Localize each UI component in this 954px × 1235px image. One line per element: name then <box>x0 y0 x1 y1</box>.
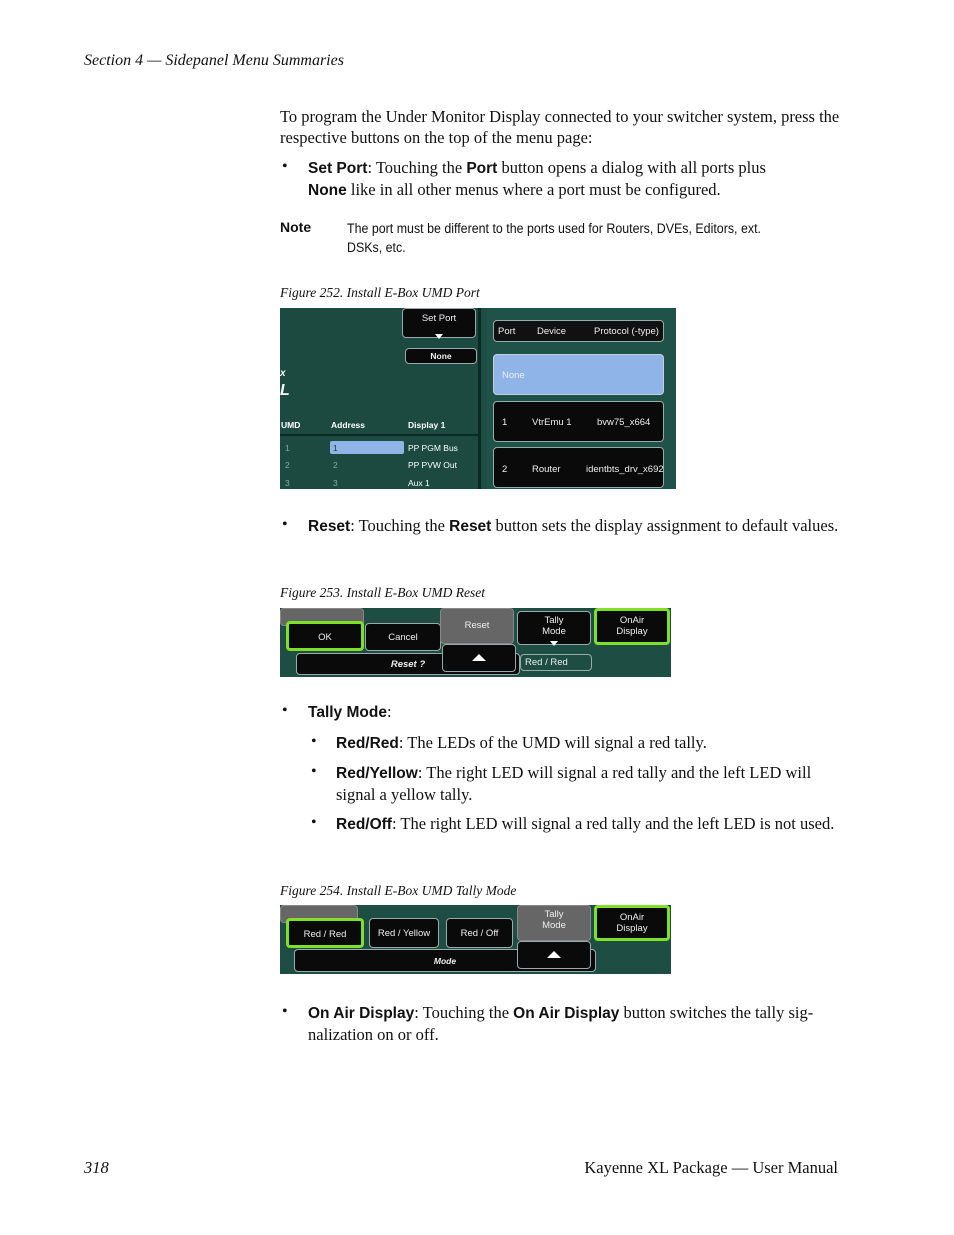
on-air-display-button[interactable]: OnAir Display <box>594 905 670 941</box>
note-label: Note <box>280 219 312 235</box>
row-address[interactable]: 1 <box>333 443 338 453</box>
tally-mode-value: Red / Red <box>520 654 592 671</box>
mode-bar: Mode <box>294 949 596 972</box>
none-button[interactable]: None <box>405 348 477 364</box>
on-air-term: On Air Display <box>308 1005 415 1022</box>
tally-item <box>336 763 841 805</box>
red-yellow-button[interactable]: Red / Yellow <box>369 918 439 948</box>
row-address[interactable]: 2 <box>333 460 338 470</box>
text: : The LEDs of the UMD will signal a red tally. <box>398 733 707 752</box>
row-umd: 3 <box>285 478 290 488</box>
row-display: Aux 1 <box>408 478 430 488</box>
bullet: • <box>311 814 317 831</box>
col-address: Address <box>331 420 366 430</box>
section-header: Section 4 — Sidepanel Menu Summaries <box>84 52 344 69</box>
tally-mode-button[interactable]: Tally Mode <box>517 611 591 645</box>
figure-253-screenshot <box>280 608 671 677</box>
up-arrow-icon <box>472 654 486 661</box>
text: : <box>386 702 392 721</box>
dialog-col-protocol: Protocol (-type) <box>594 326 659 337</box>
set-port-term: Set Port <box>308 160 368 177</box>
on-air-btn-term: On Air Display <box>513 1005 620 1022</box>
port-device: VtrEmu 1 <box>532 417 572 428</box>
dialog-col-port: Port <box>498 326 516 337</box>
port-term: Port <box>466 160 498 177</box>
col-umd: UMD <box>281 420 301 430</box>
tally-item-term: Red/Off <box>336 816 392 833</box>
intro-paragraph: To program the Under Monitor Display connected to your switcher system, press the respective buttons on the top of the menu page: <box>280 107 840 147</box>
text: : Touching the <box>414 1003 514 1022</box>
set-port-button[interactable]: Set Port <box>402 308 476 338</box>
x-letter: x <box>280 368 286 379</box>
figure-254-screenshot <box>280 905 671 974</box>
row-display: PP PGM Bus <box>408 443 458 453</box>
up-arrow-button[interactable] <box>442 644 516 672</box>
reset-term: Reset <box>308 518 351 535</box>
tally-mode-term: Tally Mode <box>308 704 387 721</box>
tally-item <box>336 733 841 755</box>
row-umd: 1 <box>285 443 290 453</box>
bullet: • <box>282 702 288 719</box>
col-display: Display 1 <box>408 420 446 430</box>
red-red-button[interactable]: Red / Red <box>286 918 364 948</box>
text: : The right LED will signal a red tally and the left LED is not used. <box>391 814 835 833</box>
figure-253-caption: Figure 253. Install E-Box UMD Reset <box>280 585 485 600</box>
figure-254-caption: Figure 254. Install E-Box UMD Tally Mode <box>280 883 517 898</box>
tally-item-term: Red/Yellow <box>336 765 418 782</box>
reset-button[interactable]: Reset <box>440 608 514 644</box>
row-umd: 2 <box>285 460 290 470</box>
port-device: Router <box>532 464 561 475</box>
text: like in all other menus where a port must be configured. <box>346 179 721 199</box>
row-display: PP PVW Out <box>408 460 457 470</box>
tally-item <box>336 814 841 836</box>
red-off-button[interactable]: Red / Off <box>446 918 513 948</box>
set-port-paragraph <box>308 158 848 201</box>
ok-button[interactable]: OK <box>286 621 364 651</box>
text: button switches the tally sig-nalization on or off. <box>308 1003 814 1044</box>
on-air-display-button[interactable]: OnAir Display <box>594 608 670 645</box>
port-number: 2 <box>502 464 508 475</box>
selected-address-highlight <box>330 441 404 454</box>
text: button opens a dialog with all ports plus <box>497 158 766 177</box>
on-air-paragraph <box>308 1003 848 1045</box>
reset-btn-term: Reset <box>449 518 492 535</box>
pane-divider <box>478 308 481 489</box>
bullet: • <box>282 158 288 175</box>
row-address[interactable]: 3 <box>333 478 338 488</box>
note-text: The port must be different to the ports used for Routers, DVEs, Editors, ext. DSKs, etc. <box>347 221 761 255</box>
cancel-button[interactable]: Cancel <box>365 623 441 651</box>
tally-item-term: Red/Red <box>336 735 399 752</box>
text: : Touching the <box>350 516 450 535</box>
tally-mode-paragraph <box>308 702 848 724</box>
figure-252-screenshot <box>280 308 676 489</box>
port-protocol: identbts_drv_x692 <box>586 464 664 475</box>
port-number: 1 <box>502 417 508 428</box>
none-term: None <box>308 181 347 199</box>
chevron-down-icon <box>435 334 443 339</box>
reset-confirm-bar: Reset ? <box>296 653 520 675</box>
text: : Touching the <box>367 158 467 177</box>
up-arrow-icon <box>547 951 561 958</box>
bullet: • <box>311 733 317 750</box>
header-rule <box>280 434 478 436</box>
figure-252-caption: Figure 252. Install E-Box UMD Port <box>280 285 480 300</box>
text: : The right LED will signal a red tally and the left LED will signal a yellow tally. <box>336 763 812 804</box>
bullet: • <box>282 516 288 533</box>
page-number: 318 <box>84 1158 109 1177</box>
l-letter: L <box>280 382 290 399</box>
dialog-header-row <box>493 320 664 342</box>
dialog-port-row[interactable] <box>493 447 664 488</box>
bullet: • <box>282 1003 288 1020</box>
dialog-col-device: Device <box>537 326 567 337</box>
bullet: • <box>311 763 317 780</box>
port-protocol: bvw75_x664 <box>597 417 651 428</box>
tally-mode-button[interactable]: Tally Mode <box>517 905 591 941</box>
dialog-port-row[interactable] <box>493 401 664 442</box>
up-arrow-button[interactable] <box>517 941 591 969</box>
text: button sets the display assignment to default values. <box>491 516 839 535</box>
dialog-none-option[interactable]: None <box>493 354 664 395</box>
footer-title: Kayenne XL Package — User Manual <box>584 1158 838 1177</box>
reset-paragraph <box>308 516 848 538</box>
chevron-down-icon <box>550 641 558 646</box>
